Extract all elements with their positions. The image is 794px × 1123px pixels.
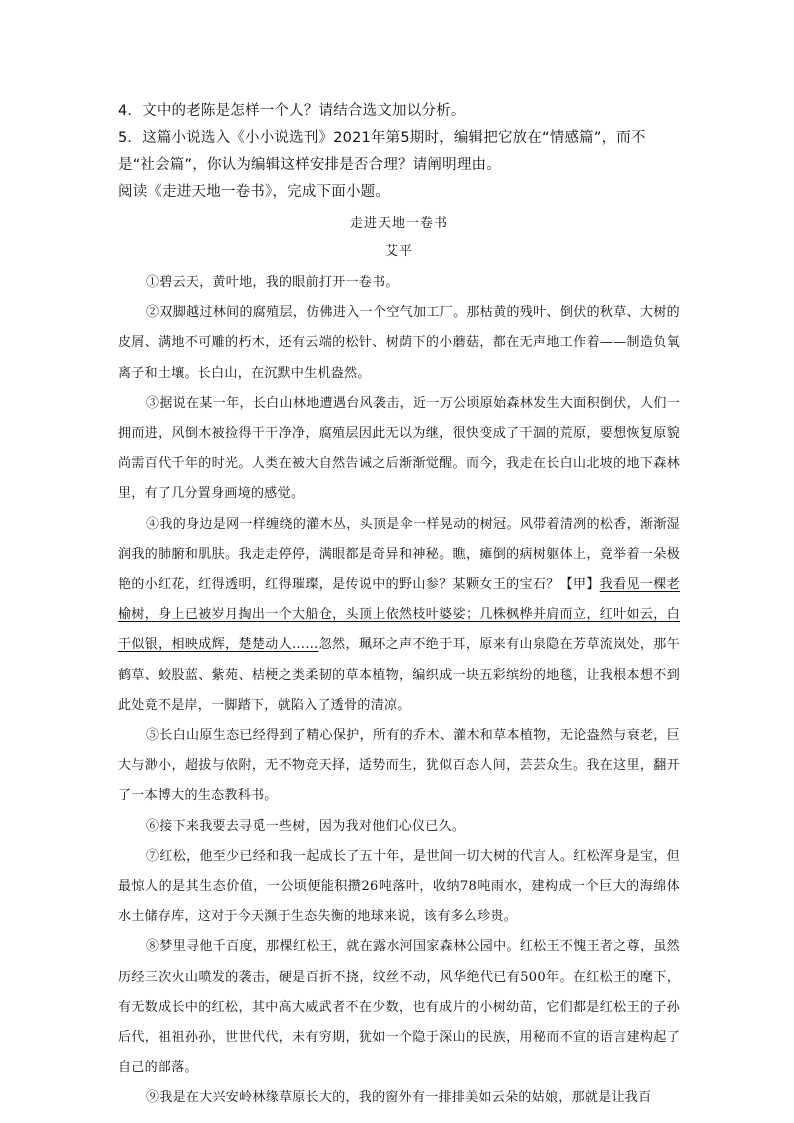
paragraph-6: ⑥接下来我要去寻觅一些树，因为我对他们心仪已久。	[146, 818, 466, 834]
article-title: 走进天地一卷书	[349, 216, 448, 231]
paragraph-9: ⑨我是在大兴安岭林缘草原长大的，我的窗外有一排排美如云朵的姑娘，那就是让我百	[146, 1090, 652, 1106]
paragraph-4-intro: ④我的身边是网一样缠绕的灌木丛，头顶是伞一样晃动的树冠。风带着清冽的松香，渐渐湿润我的肺腑和肌肤。我走走停停，满眼都是奇异和神秘。瞧，瘫倒的病树躯体上，竟举着一朵极艳的小红花，红得透明，红得璀璨，是传说中的野山参？某颗女王的宝石？【甲】	[118, 516, 680, 593]
paragraph-4	[118, 510, 680, 721]
paragraph-4-underlined-passage: 我看见一棵老榆树，身上已被岁月掏出一个大船仓，头顶上依然枝叶婆娑；几株枫桦并肩而立，红叶如云，白干似银，相映成辉，楚楚动人……	[118, 577, 680, 653]
article-author: 艾平	[384, 244, 413, 259]
paragraph-8: ⑧梦里寻他千百度，那棵红松王，就在露水河国家森林公园中。红松王不愧王者之尊，虽然历经三次火山喷发的袭击，硬是百折不挠，纹丝不动，风华绝代已有500年。在红松王的麾下，有无数成长中的红松，其中高大威武者不在少数，也有成片的小树幼苗，它们都是红松王的子孙后代，祖祖孙孙，世世代代，未有穷期，犹如一个隐于深山的民族，用秘而不宣的语言建构起了自己的部落。	[118, 939, 680, 1076]
paragraph-3: ③据说在某一年，长白山林地遭遇台风袭击，近一万公顷原始森林发生大面积倒伏，人们一拥而进，风倒木被捡得干干净净，腐殖层因此无以为继，很快变成了干涸的荒原，要想恢复原貌尚需百代千年的时光。人类在被大自然告诫之后渐渐觉醒。而今，我走在长白山北坡的地下森林里，有了几分置身画境的感觉。	[118, 395, 680, 502]
paragraph-7: ⑦红松，他至少已经和我一起成长了五十年，是世间一切大树的代言人。红松浑身是宝，但最惊人的是其生态价值，一公顷便能积攒26吨落叶，收纳78吨雨水，建构成一个巨大的海绵体水土储存库，这对于今天濒于生态失衡的地球来说，该有多么珍贵。	[118, 848, 680, 925]
reading-instruction: 阅读《走进天地一卷书》，完成下面小题。	[118, 184, 391, 200]
paragraph-5: ⑤长白山原生态已经得到了精心保护，所有的乔木、灌木和草本植物，无论盎然与衰老，巨大与渺小，超拔与依附，无不物竞天择，适势而生，犹似百态人间，芸芸众生。我在这里，翻开了一本博大的生态教科书。	[118, 728, 680, 804]
paragraph-2: ②双脚越过林间的腐殖层，仿佛进入一个空气加工厂。那枯黄的残叶、倒伏的秋草、大树的皮屑、满地不可雕的朽木，还有云端的松针、树荫下的小蘑菇，都在无声地工作着——制造负氧离子和土壤。长白山，在沉默中生机盎然。	[118, 305, 680, 381]
question-5: 5．这篇小说选入《小小说选刊》2021年第5期时，编辑把它放在“情感篇”，而不是“社会篇”，你认为编辑这样安排是否合理？请阐明理由。	[118, 130, 646, 173]
paragraph-4-rest: 忽然，珮环之声不绝于耳，原来有山泉隐在芳草流岚处，那午鹤草、蛟股蓝、紫苑、桔梗之类柔韧的草本植物，编织成一块五彩缤纷的地毯，让我根本想不到此处竟不是岸，一脚踏下，就陷入了透骨的清凉。	[118, 637, 680, 713]
question-4: 4．文中的老陈是怎样一个人？请结合选文加以分析。	[118, 103, 466, 119]
paragraph-1: ①碧云天，黄叶地，我的眼前打开一卷书。	[146, 275, 399, 290]
